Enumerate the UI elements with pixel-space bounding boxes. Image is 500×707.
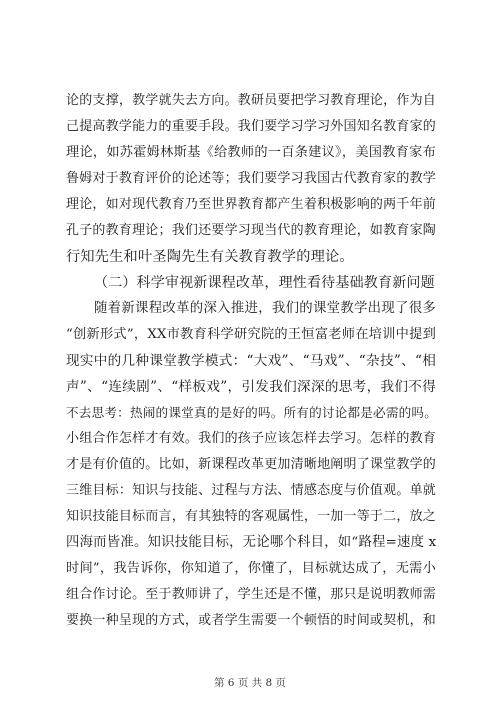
paragraph-line: 孔子的教育理论；我们还要学习现当代的教育理论，如教育家陶 <box>66 223 436 238</box>
paragraph-line: 理论，如苏霍姆林斯基《给教师的一百条建议》，美国教育家布 <box>66 145 436 160</box>
page-number-footer: 第 6 页 共 8 页 <box>213 677 287 689</box>
paragraph-line: 现实中的几种课堂教学模式：“大戏”、“马戏”、“杂技”、“相 <box>66 353 436 369</box>
paragraph-line: 三维目标：知识与技能、过程与方法、情感态度与价值观。单就 <box>66 483 436 498</box>
paragraph-line: 行知先生和叶圣陶先生有关教育教学的理论。 <box>66 249 354 265</box>
paragraph-line: 四海而皆准。知识技能目标，无论哪个科目，如“路程=速度 x <box>66 535 437 550</box>
paragraph-line: 小组合作怎样才有效。我们的孩子应该怎样去学习。怎样的教育 <box>66 431 436 446</box>
paragraph-line: 鲁姆对于教育评价的论述等；我们要学习我国古代教育家的教学 <box>66 171 436 186</box>
section-heading: （二）科学审视新课程改革，理性看待基础教育新问题 <box>94 275 435 291</box>
paragraph-line: 声”、“连续剧”、“样板戏”，引发我们深深的思考，我们不得 <box>66 379 436 395</box>
paragraph-line: 不去思考：热闹的课堂真的是好的吗。所有的讨论都是必需的吗。 <box>66 405 438 420</box>
paragraph-line: 理论，如对现代教育乃至世界教育都产生着积极影响的两千年前 <box>66 197 436 212</box>
paragraph-line: 组合作讨论。至于教师讲了，学生还是不懂，那只是说明教师需 <box>66 587 436 602</box>
paragraph-line: 要换一种呈现的方式，或者学生需要一个顿悟的时间或契机，和 <box>66 613 436 628</box>
paragraph-line: 己提高教学能力的重要手段。我们要学习学习外国知名教育家的 <box>66 119 436 134</box>
paragraph-line: 论的支撑，教学就失去方向。教研员要把学习教育理论，作为自 <box>66 93 436 108</box>
paragraph-line: 时间”，我告诉你，你知道了，你懂了，目标就达成了，无需小 <box>66 561 436 576</box>
paragraph-line: 知识技能目标而言，有其独特的客观属性，一加一等于二，放之 <box>66 509 436 524</box>
paragraph-line: 才是有价值的。比如，新课程改革更加清晰地阐明了课堂教学的 <box>66 457 436 472</box>
paragraph-line: 随着新课程改革的深入推进，我们的课堂教学出现了很多 <box>94 301 436 316</box>
paragraph-line: “创新形式”，XX市教育科学研究院的王恒富老师在培训中提到 <box>66 327 436 342</box>
